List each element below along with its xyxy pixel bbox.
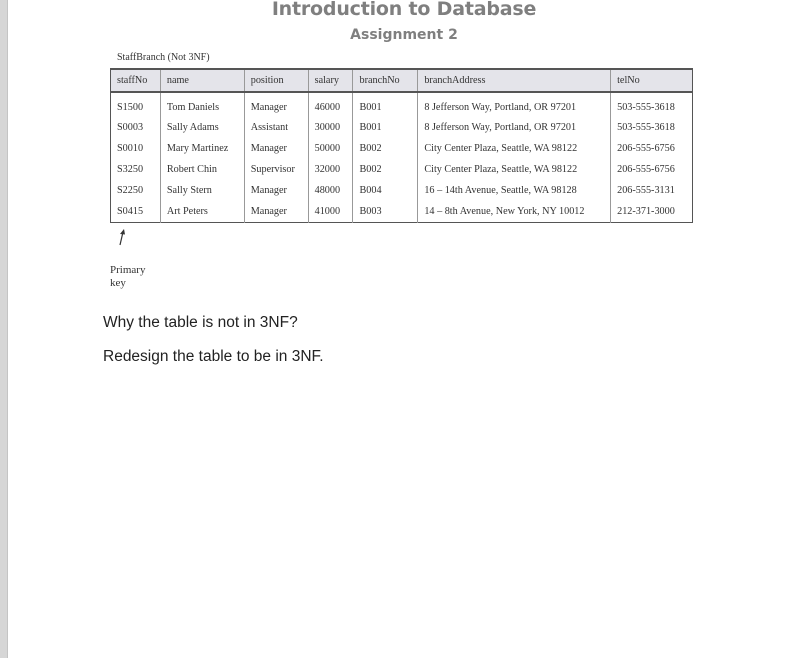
table-row [111,159,693,180]
table-cell: Sally Stern [160,180,244,201]
table-cell: Manager [244,201,308,223]
table-cell: S0003 [111,117,161,138]
table-row [111,180,693,201]
table-cell: B002 [353,159,418,180]
column-header: position [244,69,308,92]
up-arrow-icon [114,228,128,246]
table-cell: S1500 [111,92,161,117]
table-cell: 206-555-6756 [611,159,693,180]
table-cell: 8 Jefferson Way, Portland, OR 97201 [418,92,611,117]
table-row [111,92,693,117]
table-cell: Tom Daniels [160,92,244,117]
table-cell: Manager [244,92,308,117]
table-cell: 206-555-3131 [611,180,693,201]
column-header: salary [308,69,353,92]
table-cell: Sally Adams [160,117,244,138]
table-cell: 212-371-3000 [611,201,693,223]
table-cell: Robert Chin [160,159,244,180]
column-header: telNo [611,69,693,92]
table-cell: Mary Martinez [160,138,244,159]
table-cell: S0010 [111,138,161,159]
table-cell: S3250 [111,159,161,180]
table-cell: Assistant [244,117,308,138]
table-cell: City Center Plaza, Seattle, WA 98122 [418,138,611,159]
table-row [111,138,693,159]
staff-branch-table [110,68,693,223]
table-cell: 32000 [308,159,353,180]
question-2: Redesign the table to be in 3NF. [103,348,324,365]
table-cell: B001 [353,117,418,138]
table-cell: Manager [244,138,308,159]
table-cell: 503-555-3618 [611,117,693,138]
table-cell: 48000 [308,180,353,201]
table-cell: S2250 [111,180,161,201]
column-header: branchNo [353,69,418,92]
table-cell: 14 – 8th Avenue, New York, NY 10012 [418,201,611,223]
document-title: Introduction to Database [271,0,537,20]
column-header: name [160,69,244,92]
table-cell: B004 [353,180,418,201]
table-cell: 30000 [308,117,353,138]
table-row [111,201,693,223]
table-cell: B003 [353,201,418,223]
table-cell: City Center Plaza, Seattle, WA 98122 [418,159,611,180]
table-cell: 46000 [308,92,353,117]
table-cell: 50000 [308,138,353,159]
table-cell: 206-555-6756 [611,138,693,159]
window-left-edge [0,0,8,658]
table-header-row [111,69,693,92]
table-cell: Art Peters [160,201,244,223]
column-header: staffNo [111,69,161,92]
table-cell: Manager [244,180,308,201]
table-cell: 41000 [308,201,353,223]
table-cell: S0415 [111,201,161,223]
table-cell: 503-555-3618 [611,92,693,117]
column-header: branchAddress [418,69,611,92]
table-cell: Supervisor [244,159,308,180]
table-cell: 16 – 14th Avenue, Seattle, WA 98128 [418,180,611,201]
table-caption: StaffBranch (Not 3NF) [117,52,210,63]
table-cell: B001 [353,92,418,117]
question-1: Why the table is not in 3NF? [103,314,298,331]
table-cell: B002 [353,138,418,159]
document-subtitle: Assignment 2 [350,27,458,43]
table-row [111,117,693,138]
primary-key-label: Primary key [110,264,146,289]
table-cell: 8 Jefferson Way, Portland, OR 97201 [418,117,611,138]
